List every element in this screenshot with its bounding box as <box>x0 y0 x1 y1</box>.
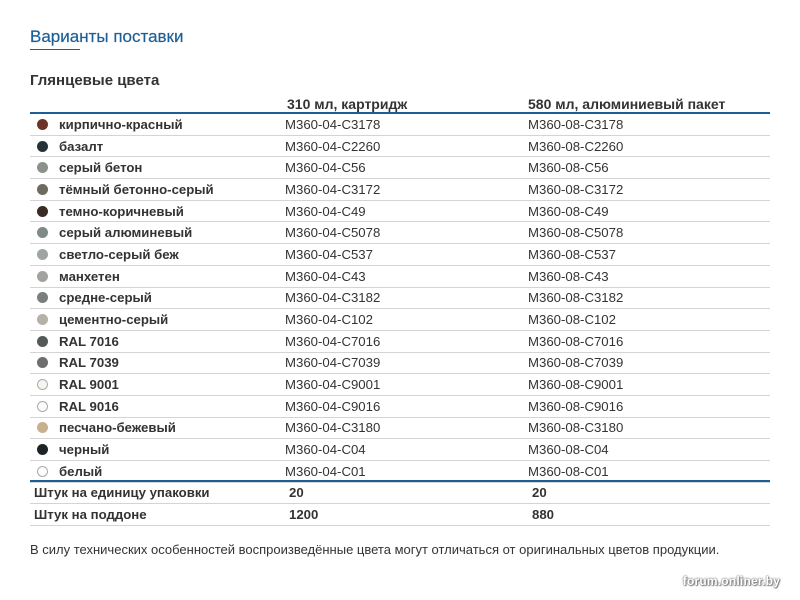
table-row <box>30 395 770 417</box>
code-310ml: M360-04-C43 <box>285 265 528 287</box>
table-row <box>30 244 770 266</box>
color-swatch-icon <box>37 292 48 303</box>
code-310ml: M360-04-C7016 <box>285 330 528 352</box>
code-310ml: M360-04-C49 <box>285 200 528 222</box>
color-swatch-icon <box>37 466 48 477</box>
color-name-cell <box>30 352 285 374</box>
section-title-underline <box>30 49 80 50</box>
table-row <box>30 157 770 179</box>
color-name: серый алюминевый <box>59 225 193 241</box>
color-swatch-icon <box>37 444 48 455</box>
code-310ml: M360-04-C01 <box>285 461 528 483</box>
table-row <box>30 330 770 352</box>
color-name-cell <box>30 179 285 201</box>
color-name-cell <box>30 265 285 287</box>
color-name-cell <box>30 439 285 461</box>
packaging-summary-table <box>30 482 770 526</box>
code-310ml: M360-04-C04 <box>285 439 528 461</box>
summary-value-580ml: 880 <box>532 504 770 526</box>
code-580ml: M360-08-C04 <box>528 439 770 461</box>
color-swatch-icon <box>37 184 48 195</box>
code-310ml: M360-04-C2260 <box>285 135 528 157</box>
code-310ml: M360-04-C5078 <box>285 222 528 244</box>
table-row <box>30 461 770 483</box>
table-row <box>30 222 770 244</box>
color-name-cell <box>30 222 285 244</box>
color-swatch-icon <box>37 379 48 390</box>
color-name-cell <box>30 135 285 157</box>
color-name-cell <box>30 330 285 352</box>
code-310ml: M360-04-C9001 <box>285 374 528 396</box>
code-580ml: M360-08-C2260 <box>528 135 770 157</box>
color-name: манхетен <box>59 268 120 284</box>
code-580ml: M360-08-C7016 <box>528 330 770 352</box>
color-swatch-icon <box>37 162 48 173</box>
code-580ml: M360-08-C102 <box>528 309 770 331</box>
code-310ml: M360-04-C102 <box>285 309 528 331</box>
color-swatch-icon <box>37 119 48 130</box>
color-name-cell <box>30 395 285 417</box>
code-310ml: M360-04-C3182 <box>285 287 528 309</box>
summary-label: Штук на единицу упаковки <box>30 482 289 504</box>
code-580ml: M360-08-C43 <box>528 265 770 287</box>
code-580ml: M360-08-C01 <box>528 461 770 483</box>
table-row <box>30 309 770 331</box>
color-name: черный <box>59 442 110 458</box>
code-580ml: M360-08-C3180 <box>528 417 770 439</box>
color-name: RAL 7039 <box>59 355 119 371</box>
color-swatch-icon <box>37 227 48 238</box>
summary-value-310ml: 20 <box>289 482 532 504</box>
color-name: светло-серый беж <box>59 246 179 262</box>
color-name: RAL 9016 <box>59 398 119 414</box>
color-swatch-icon <box>37 422 48 433</box>
color-swatch-icon <box>37 249 48 260</box>
color-name-cell <box>30 200 285 222</box>
color-swatch-icon <box>37 357 48 368</box>
column-header-580ml: 580 мл, алюминиевый пакет <box>528 96 726 112</box>
group-title: Глянцевые цвета <box>30 72 160 89</box>
code-580ml: M360-08-C7039 <box>528 352 770 374</box>
watermark: forum.onliner.by <box>682 574 780 588</box>
color-name-cell <box>30 461 285 483</box>
table-row <box>30 287 770 309</box>
color-name: RAL 9001 <box>59 377 119 393</box>
code-310ml: M360-04-C3178 <box>285 114 528 135</box>
table-row <box>30 417 770 439</box>
code-580ml: M360-08-C3182 <box>528 287 770 309</box>
code-310ml: M360-04-C56 <box>285 157 528 179</box>
color-swatch-icon <box>37 141 48 152</box>
summary-row <box>30 504 770 526</box>
code-580ml: M360-08-C9016 <box>528 395 770 417</box>
color-name-cell <box>30 244 285 266</box>
color-name: серый бетон <box>59 160 143 176</box>
table-row <box>30 374 770 396</box>
color-name: средне-серый <box>59 290 152 306</box>
code-580ml: M360-08-C3172 <box>528 179 770 201</box>
color-name-cell <box>30 114 285 135</box>
color-swatch-icon <box>37 314 48 325</box>
code-310ml: M360-04-C7039 <box>285 352 528 374</box>
code-310ml: M360-04-C537 <box>285 244 528 266</box>
code-310ml: M360-04-C3172 <box>285 179 528 201</box>
code-580ml: M360-08-C56 <box>528 157 770 179</box>
color-name: RAL 7016 <box>59 333 119 349</box>
color-name: базалт <box>59 138 104 154</box>
table-row <box>30 114 770 135</box>
color-name-cell <box>30 374 285 396</box>
table-row <box>30 135 770 157</box>
table-row <box>30 200 770 222</box>
color-disclaimer: В силу технических особенностей воспроизведённые цвета могут отличаться от оригинальных цветов продукции. <box>30 542 720 557</box>
code-580ml: M360-08-C9001 <box>528 374 770 396</box>
code-310ml: M360-04-C9016 <box>285 395 528 417</box>
color-name: песчано-бежевый <box>59 420 176 436</box>
color-name-cell <box>30 417 285 439</box>
table-row <box>30 265 770 287</box>
color-name: цементно-серый <box>59 312 169 328</box>
code-580ml: M360-08-C3178 <box>528 114 770 135</box>
section-title: Варианты поставки <box>30 27 184 46</box>
code-310ml: M360-04-C3180 <box>285 417 528 439</box>
color-name: темно-коричневый <box>59 203 184 219</box>
table-row <box>30 352 770 374</box>
summary-row <box>30 482 770 504</box>
color-swatch-icon <box>37 206 48 217</box>
table-row <box>30 179 770 201</box>
color-name: кирпично-красный <box>59 116 183 132</box>
color-name: тёмный бетонно-серый <box>59 181 214 197</box>
summary-label: Штук на поддоне <box>30 504 289 526</box>
color-swatch-icon <box>37 401 48 412</box>
code-580ml: M360-08-C537 <box>528 244 770 266</box>
color-swatch-icon <box>37 336 48 347</box>
color-name-cell <box>30 157 285 179</box>
summary-value-310ml: 1200 <box>289 504 532 526</box>
color-variants-table <box>30 114 770 483</box>
color-name-cell <box>30 287 285 309</box>
color-name: белый <box>59 463 103 479</box>
summary-value-580ml: 20 <box>532 482 770 504</box>
color-name-cell <box>30 309 285 331</box>
code-580ml: M360-08-C49 <box>528 200 770 222</box>
code-580ml: M360-08-C5078 <box>528 222 770 244</box>
column-header-310ml: 310 мл, картридж <box>287 96 408 112</box>
color-swatch-icon <box>37 271 48 282</box>
table-row <box>30 439 770 461</box>
